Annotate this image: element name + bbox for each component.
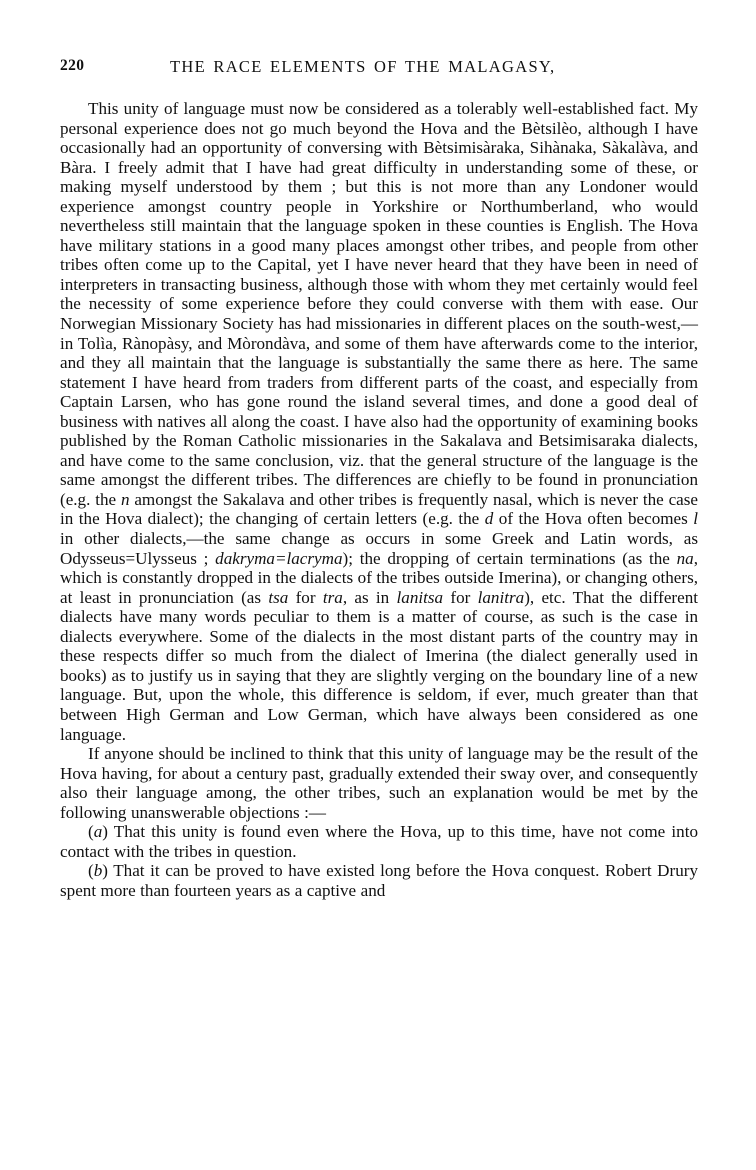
italic-term: lanitsa bbox=[396, 587, 444, 607]
page-number: 220 bbox=[60, 57, 85, 74]
running-head-title: THE RACE ELEMENTS OF THE MALAGASY, bbox=[170, 57, 556, 76]
italic-term: na bbox=[676, 548, 694, 568]
italic-term: tsa bbox=[268, 587, 289, 607]
body-text bbox=[60, 99, 698, 900]
italic-term: l bbox=[693, 509, 698, 529]
italic-term: n bbox=[120, 489, 130, 509]
running-head bbox=[60, 57, 698, 81]
paragraph: This unity of language must now be considered as a tolerably well-established fact. My personal experience does not go much beyond the Hova and the Bètsilèo, although I have occasionally had an opportunity of conversing with Bètsimisàraka, Sihànaka, Sàkalàva, and Bàra. I freely admit that I have had great difficulty in understanding some of these, or making myself understood by them ; but this is not more than any Londoner would experience amongst country people in Yorkshire or Northumberland, who would nevertheless still maintain that the language spoken in these counties is English. The Hova have military stations in a good many places amongst other tribes, and people from other tribes often come up to the Capital, yet I have never heard that they have been in need of interpreters in transacting business, although those with whom they met certainly would feel the necessity of some experience before they could converse with them with ease. Our Norwegian Missionary Society has had missionaries in different places on the south-west,—in Tolìa, Rànopàsy, and Mòrondàva, and some of them have afterwards come to the interior, and they all maintain that the language is substantially the same there as here. The same statement I have heard from traders from different parts of the coast, and especially from Captain Larsen, who has gone round the island several times, and done a good deal of business with natives all along the coast. I have also had the opportunity of examining books published by the Roman Catholic missionaries in the Sakalava and Betsimisaraka dialects, and have come to the same conclusion, viz. that the general structure of the language is the same amongst the different tribes. The differences are chiefly to be found in pronunciation (e.g. the n amongst the Sakalava and other tribes is frequently nasal, which is never the case in the Hova dialect); the changing of certain letters (e.g. the d of the Hova often becomes l in other dialects,—the same change as occurs in some Greek and Latin words, as Odysseus=Ulysseus ; dakryma=lacryma); the dropping of certain terminations (as the na, which is constantly dropped in the dialects of the tribes outside Imerina), or changing others, at least in pronunciation (as tsa for tra, as in lanitsa for lanitra), etc. That the different dialects have many words peculiar to them is a matter of course, as such is the case in dialects everywhere. Some of the dialects in the most distant parts of the country may in these respects differ so much from the dialect of Imerina (the dialect generally used in books) as to justify us in saying that they are slightly verging on the boundary line of a new language. But, upon the whole, this difference is seldom, if ever, much greater than that between High German and Low German, which have always been considered as one language. bbox=[60, 99, 698, 744]
paragraph: If anyone should be inclined to think that this unity of language may be the result of the Hova having, for about a century past, gradually extended their sway over, and consequently also their language among, the other tribes, such an explanation would be met by the following unanswerable objections :— bbox=[60, 744, 698, 822]
paragraph: (b) That it can be proved to have existed long before the Hova conquest. Robert Drury spent more than fourteen years as a captive and bbox=[60, 861, 698, 900]
italic-term: d bbox=[484, 509, 494, 529]
italic-term: dakryma=lacryma bbox=[215, 548, 343, 568]
paragraph: (a) That this unity is found even where the Hova, up to this time, have not come into contact with the tribes in question. bbox=[60, 822, 698, 861]
italic-term: lanitra bbox=[477, 587, 525, 607]
italic-term: b bbox=[93, 861, 103, 881]
italic-term: tra bbox=[322, 587, 343, 607]
italic-term: a bbox=[93, 822, 103, 842]
